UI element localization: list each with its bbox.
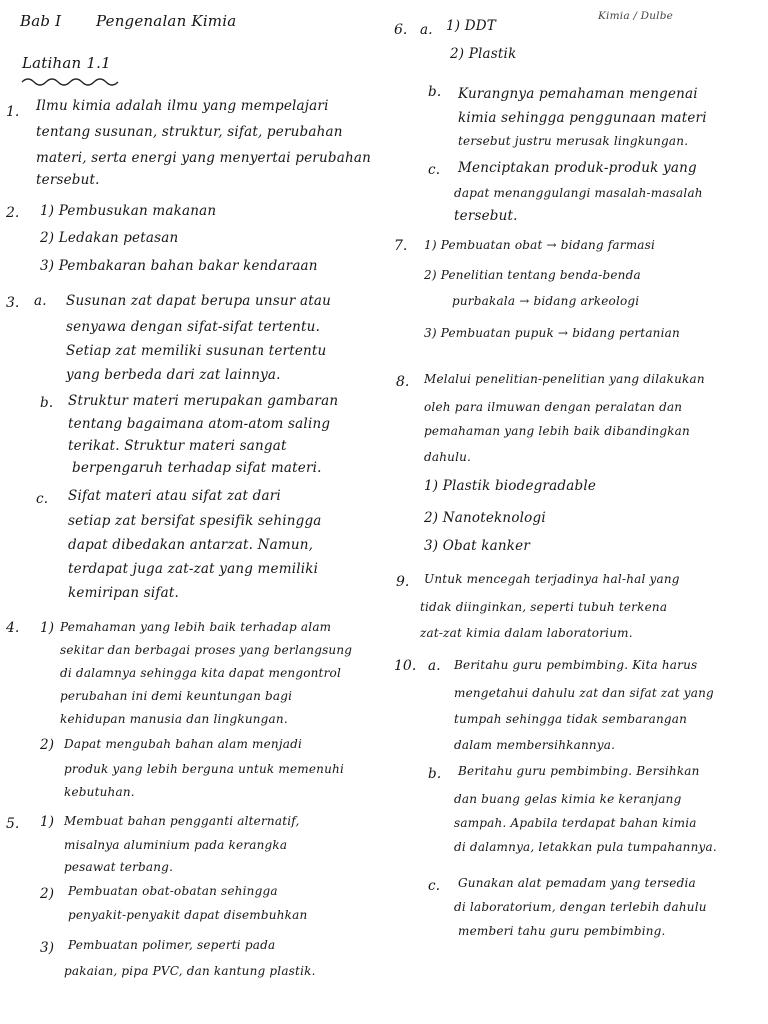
q7-item: 3) Pembuatan pupuk → bidang pertanian xyxy=(424,326,680,340)
q4-1-line: sekitar dan berbagai proses yang berlangsung xyxy=(60,643,353,657)
q2-item: 1) Pembusukan makanan xyxy=(40,203,217,219)
q8-line: Melalui penelitian-penelitian yang dilakukan xyxy=(424,372,705,386)
q6a-item: 1) DDT xyxy=(446,18,496,34)
q1-line: tersebut. xyxy=(36,172,100,188)
q5-1-line: Membuat bahan pengganti alternatif, xyxy=(64,814,300,828)
q10c-line: di laboratorium, dengan terlebih dahulu xyxy=(454,900,707,914)
q4-2-line: Dapat mengubah bahan alam menjadi xyxy=(64,737,303,751)
q6-number: 6. xyxy=(394,22,408,38)
q4-2-line: produk yang lebih berguna untuk memenuhi xyxy=(64,762,345,776)
q10-number: 10. xyxy=(394,658,417,674)
q3a-line: Susunan zat dapat berupa unsur atau xyxy=(66,293,332,309)
q10a-line: dalam membersihkannya. xyxy=(454,738,616,752)
q1-line: materi, serta energi yang menyertai perubahan xyxy=(36,150,371,166)
q10a-mark: a. xyxy=(428,658,441,674)
q5-3-mark: 3) xyxy=(40,940,55,956)
q7-number: 7. xyxy=(394,238,408,254)
q5-1-line: pesawat terbang. xyxy=(64,860,174,874)
q10b-line: di dalamnya, letakkan pula tumpahannya. xyxy=(454,840,717,854)
corner-note: Kimia / Dulbe xyxy=(598,10,674,22)
q9-number: 9. xyxy=(396,574,410,590)
q3b-mark: b. xyxy=(40,395,54,411)
q2-item: 3) Pembakaran bahan bakar kendaraan xyxy=(40,258,318,274)
q10a-line: tumpah sehingga tidak sembarangan xyxy=(454,712,688,726)
q3c-line: dapat dibedakan antarzat. Namun, xyxy=(68,537,314,553)
q5-2-line: Pembuatan obat-obatan sehingga xyxy=(68,884,278,898)
q3a-line: yang berbeda dari zat lainnya. xyxy=(66,367,281,383)
q3b-line: Struktur materi merupakan gambaran xyxy=(68,393,339,409)
q3a-mark: a. xyxy=(34,293,47,309)
q3b-line: berpengaruh terhadap sifat materi. xyxy=(72,460,322,476)
q4-2-line: kebutuhan. xyxy=(64,785,135,799)
q8-item: 2) Nanoteknologi xyxy=(424,510,546,526)
q10c-line: Gunakan alat pemadam yang tersedia xyxy=(458,876,696,890)
q5-3-line: Pembuatan polimer, seperti pada xyxy=(68,938,276,952)
q8-number: 8. xyxy=(396,374,410,390)
q6c-line: dapat menanggulangi masalah-masalah xyxy=(454,186,703,200)
q6c-line: tersebut. xyxy=(454,208,518,224)
q6b-mark: b. xyxy=(428,84,442,100)
q3c-line: kemiripan sifat. xyxy=(68,585,179,601)
q9-line: Untuk mencegah terjadinya hal-hal yang xyxy=(424,572,680,586)
q5-2-mark: 2) xyxy=(40,886,55,902)
q5-1-line: misalnya aluminium pada kerangka xyxy=(64,838,288,852)
q7-item: 2) Penelitian tentang benda-benda xyxy=(424,268,641,282)
q7-item: purbakala → bidang arkeologi xyxy=(452,294,640,308)
q6c-mark: c. xyxy=(428,162,441,178)
q10c-mark: c. xyxy=(428,878,441,894)
q5-2-line: penyakit-penyakit dapat disembuhkan xyxy=(68,908,308,922)
q8-item: 3) Obat kanker xyxy=(424,538,530,554)
q3c-line: Sifat materi atau sifat zat dari xyxy=(68,488,281,504)
q6c-line: Menciptakan produk-produk yang xyxy=(458,160,697,176)
q5-number: 5. xyxy=(6,816,20,832)
q10a-line: mengetahui dahulu zat dan sifat zat yang xyxy=(454,686,714,700)
q8-line: oleh para ilmuwan dengan peralatan dan xyxy=(424,400,683,414)
q3a-line: senyawa dengan sifat-sifat tertentu. xyxy=(66,319,321,335)
q9-line: zat-zat kimia dalam laboratorium. xyxy=(420,626,633,640)
q5-1-mark: 1) xyxy=(40,814,55,830)
q5-3-line: pakaian, pipa PVC, dan kantung plastik. xyxy=(64,964,316,978)
q10b-line: dan buang gelas kimia ke keranjang xyxy=(454,792,682,806)
q3c-mark: c. xyxy=(36,491,49,507)
q4-1-line: di dalamnya sehingga kita dapat mengontrol xyxy=(60,666,341,680)
q3-number: 3. xyxy=(6,295,20,311)
q2-number: 2. xyxy=(6,205,20,221)
q3b-line: tentang bagaimana atom-atom saling xyxy=(68,416,331,432)
exercise-title: Latihan 1.1 xyxy=(22,54,111,72)
chapter-label: Bab I xyxy=(20,12,62,30)
exercise-underline-squiggle xyxy=(20,74,130,88)
q1-line: Ilmu kimia adalah ilmu yang mempelajari xyxy=(36,98,329,114)
q6b-line: Kurangnya pemahaman mengenai xyxy=(458,86,698,102)
q8-line: pemahaman yang lebih baik dibandingkan xyxy=(424,424,690,438)
q4-1-line: kehidupan manusia dan lingkungan. xyxy=(60,712,288,726)
q10c-line: memberi tahu guru pembimbing. xyxy=(458,924,666,938)
q6a-mark: a. xyxy=(420,22,433,38)
q4-number: 4. xyxy=(6,620,20,636)
q2-item: 2) Ledakan petasan xyxy=(40,230,179,246)
q4-2-mark: 2) xyxy=(40,737,55,753)
q3a-line: Setiap zat memiliki susunan tertentu xyxy=(66,343,327,359)
q8-line: dahulu. xyxy=(424,450,472,464)
chapter-title: Pengenalan Kimia xyxy=(96,12,237,30)
q10b-line: Beritahu guru pembimbing. Bersihkan xyxy=(458,764,700,778)
q4-1-line: perubahan ini demi keuntungan bagi xyxy=(60,689,293,703)
q10b-mark: b. xyxy=(428,766,442,782)
q8-item: 1) Plastik biodegradable xyxy=(424,478,597,494)
q4-1-mark: 1) xyxy=(40,620,55,636)
q10a-line: Beritahu guru pembimbing. Kita harus xyxy=(454,658,698,672)
q6b-line: kimia sehingga penggunaan materi xyxy=(458,110,707,126)
q4-1-line: Pemahaman yang lebih baik terhadap alam xyxy=(60,620,332,634)
q9-line: tidak diinginkan, seperti tubuh terkena xyxy=(420,600,668,614)
q6b-line: tersebut justru merusak lingkungan. xyxy=(458,134,689,148)
q1-number: 1. xyxy=(6,104,20,120)
q6a-item: 2) Plastik xyxy=(450,46,517,62)
q1-line: tentang susunan, struktur, sifat, perubahan xyxy=(36,124,343,140)
q3b-line: terikat. Struktur materi sangat xyxy=(68,438,287,454)
q3c-line: setiap zat bersifat spesifik sehingga xyxy=(68,513,322,529)
q7-item: 1) Pembuatan obat → bidang farmasi xyxy=(424,238,656,252)
q10b-line: sampah. Apabila terdapat bahan kimia xyxy=(454,816,697,830)
q3c-line: terdapat juga zat-zat yang memiliki xyxy=(68,561,319,577)
